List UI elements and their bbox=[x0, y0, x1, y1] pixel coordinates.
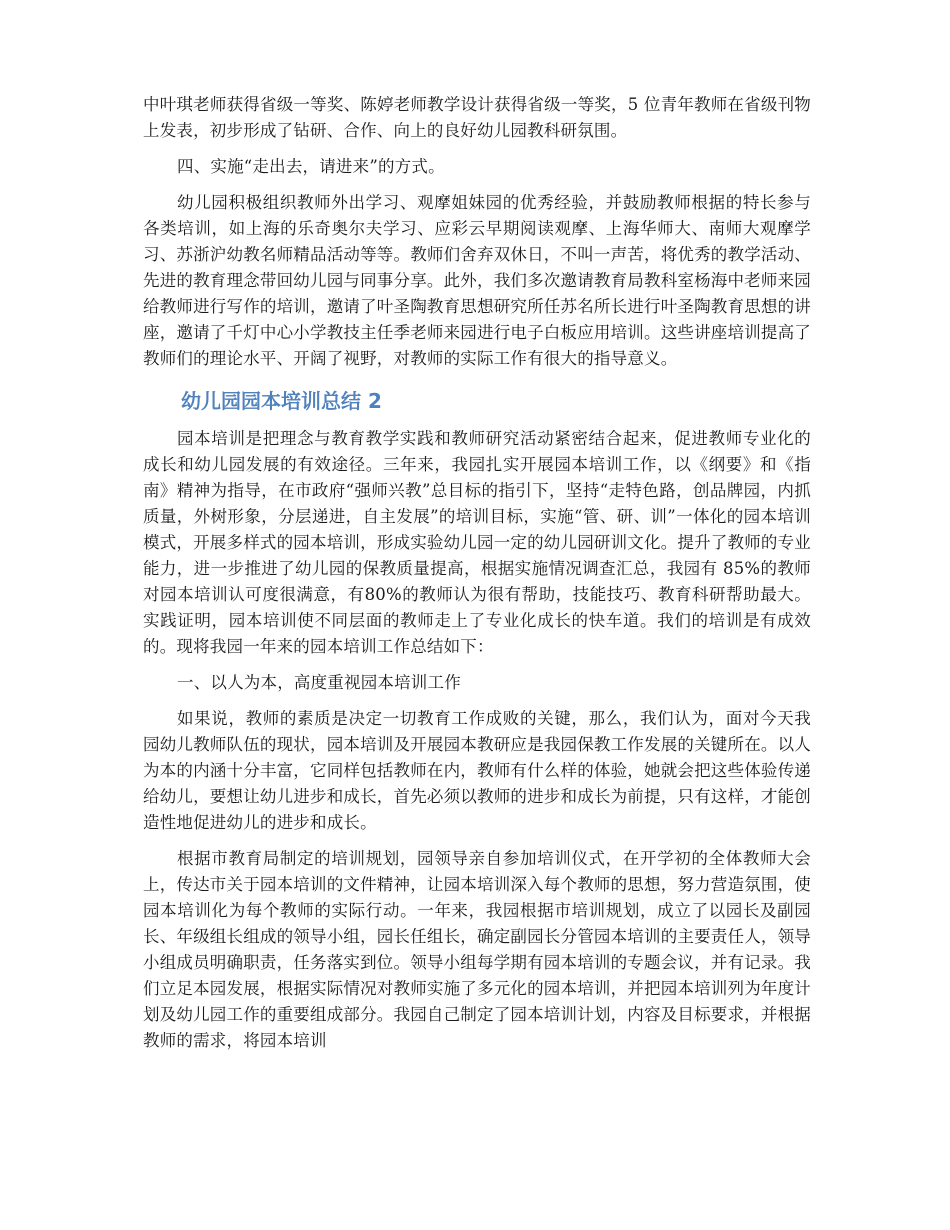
paragraph-awards: 中叶琪老师获得省级一等奖、陈婷老师教学设计获得省级一等奖，5 位青年教师在省级刊物上发表，初步形成了钻研、合作、向上的良好幼儿园教科研氛围。 bbox=[143, 95, 811, 140]
section-heading-four: 四、实施“走出去，请进来”的方式。 bbox=[177, 157, 445, 176]
section-heading-one: 一、以人为本，高度重视园本培训工作 bbox=[177, 673, 461, 692]
summary-title: 幼儿园园本培训总结 2 bbox=[181, 389, 382, 413]
paragraph-go-out-invite-in: 幼儿园积极组织教师外出学习、观摩姐妹园的优秀经验，并鼓励教师根据的特长参与各类培训，如上海的乐奇奥尔夫学习、应彩云早期阅读观摩、上海华师大、南师大观摩学习、苏浙沪幼教名师精品活动等等。教师们舍弃双休日，不叫一声苦，将优秀的教学活动、先进的教育理念带回幼儿园与同事分享。此外，我们多次邀请教育局教科室杨海中老师来园给教师进行写作的培训，邀请了叶圣陶教育思想研究所任苏名所长进行叶圣陶教育思想的讲座，邀请了千灯中心小学教技主任季老师来园进行电子白板应用培训。这些讲座培训提高了教师们的理论水平、开阔了视野，对教师的实际工作有很大的指导意义。 bbox=[143, 193, 811, 368]
document-page bbox=[143, 92, 811, 1054]
paragraph-training-plan: 根据市教育局制定的培训规划，园领导亲自参加培训仪式，在开学初的全体教师大会上，传达市关于园本培训的文件精神，让园本培训深入每个教师的思想，努力营造氛围，使园本培训化为每个教师的实际行动。一年来，我园根据市培训规划，成立了以园长及副园长、年级组长组成的领导小组，园长任组长，确定副园长分管园本培训的主要责任人，领导小组成员明确职责，任务落实到位。领导小组每学期有园本培训的专题会议，并有记录。我们立足本园发展，根据实际情况对教师实施了多元化的园本培训，并把园本培训列为年度计划及幼儿园工作的重要组成部分。我园自己制定了园本培训计划，内容及目标要求，并根据教师的需求，将园本培训 bbox=[143, 849, 811, 1050]
paragraph-people-oriented: 如果说，教师的素质是决定一切教育工作成败的关键，那么，我们认为，面对今天我园幼儿教师队伍的现状，园本培训及开展园本教研应是我园保教工作发展的关键所在。以人为本的内涵十分丰富，它同样包括教师在内，教师有什么样的体验，她就会把这些体验传递给幼儿，要想让幼儿进步和成长，首先必须以教师的进步和成长为前提，只有这样，才能创造性地促进幼儿的进步和成长。 bbox=[143, 709, 811, 832]
paragraph-introduction: 园本培训是把理念与教育教学实践和教师研究活动紧密结合起来，促进教师专业化的成长和幼儿园发展的有效途径。三年来，我园扎实开展园本培训工作，以《纲要》和《指南》精神为指导，在市政府“强师兴教”总目标的指引下，坚持“走特色路，创品牌园，内抓质量，外树形象，分层递进，自主发展”的培训目标，实施“管、研、训”一体化的园本培训模式，开展多样式的园本培训，形成实验幼儿园一定的幼儿园研训文化。提升了教师的专业能力，进一步推进了幼儿园的保教质量提高，根据实施情况调查汇总，我园有 85%的教师对园本培训认可度很满意，有80%的教师认为很有帮助，技能技巧、教育科研帮助最大。实践证明，园本培训使不同层面的教师走上了专业化成长的快车道。我们的培训是有成效的。现将我园一年来的园本培训工作总结如下： bbox=[143, 429, 811, 656]
